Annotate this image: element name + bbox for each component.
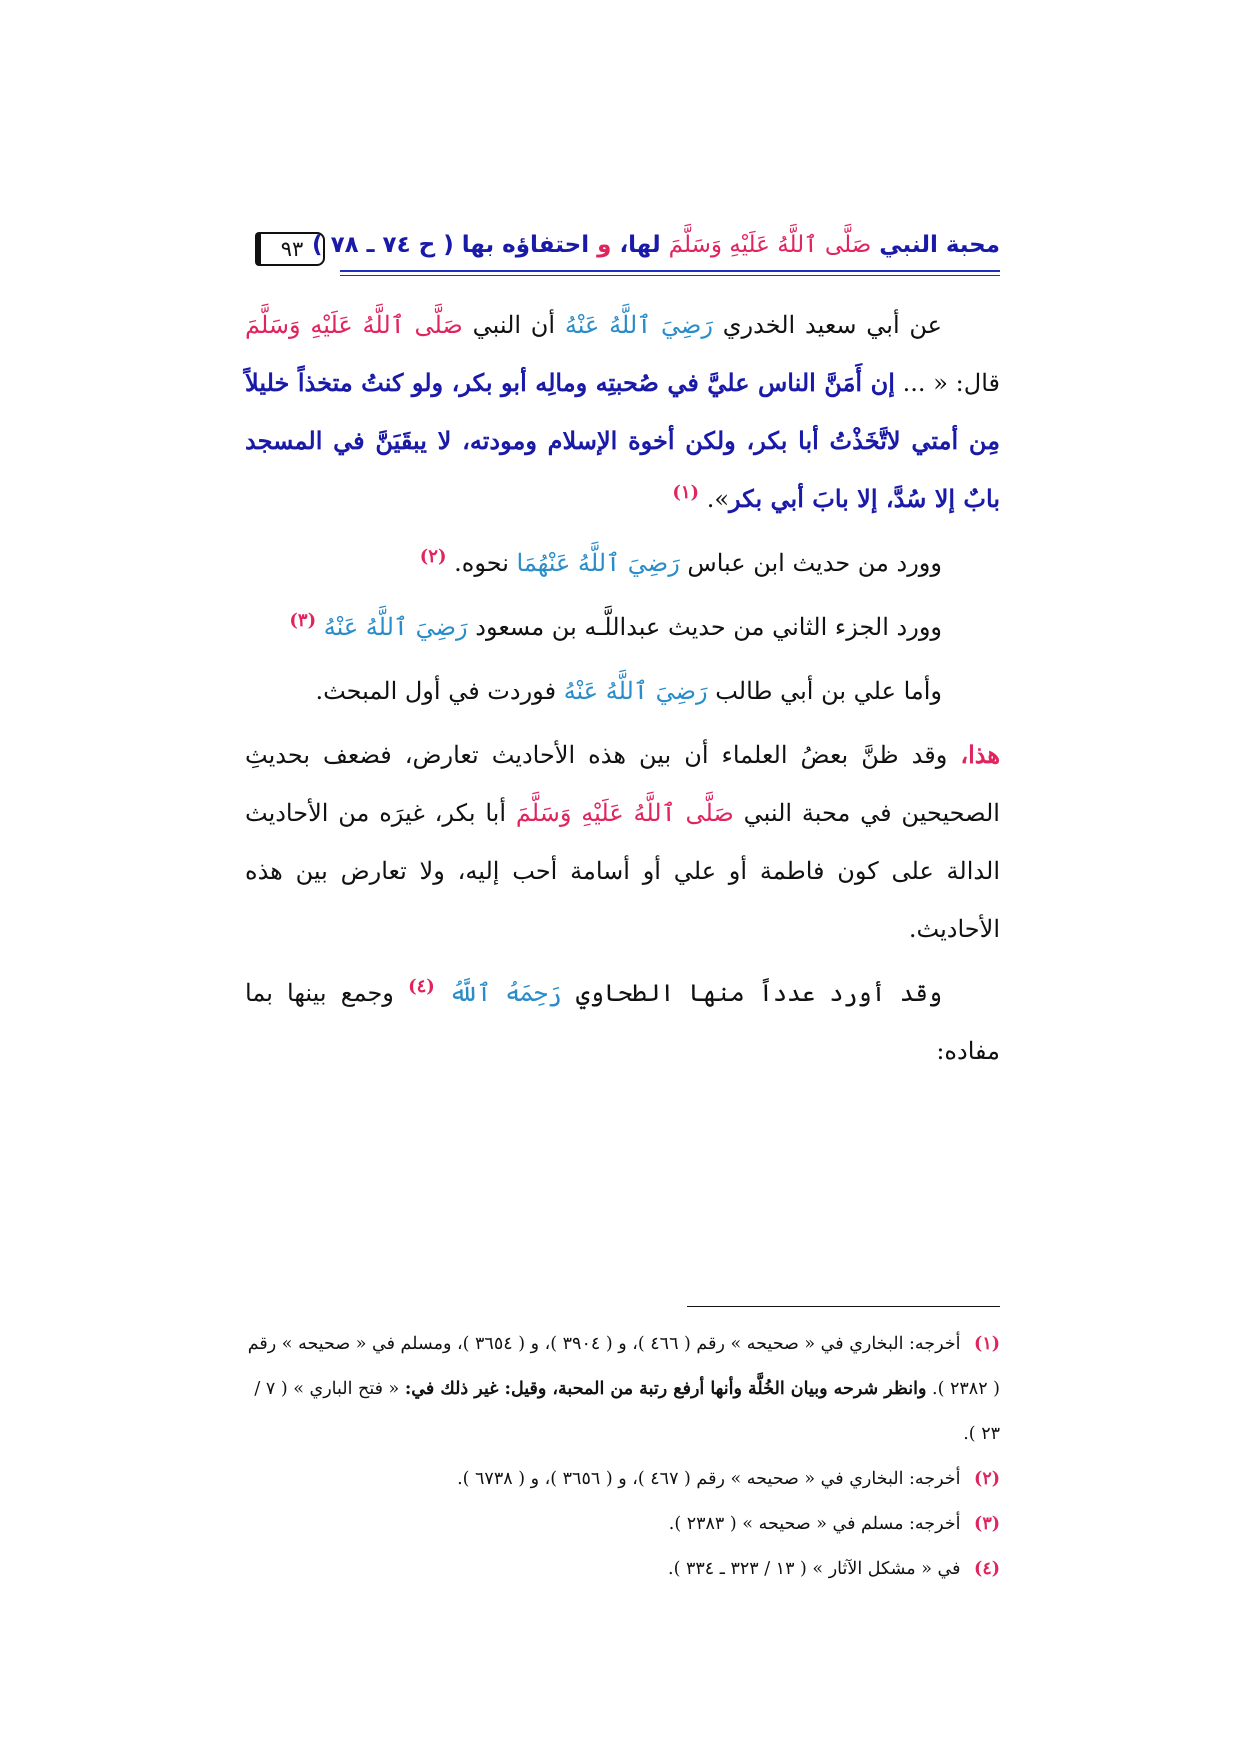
p3-text-a: وورد الجزء الثاني من حديث عبداللَّـه بن مسعود xyxy=(475,613,942,641)
footnote-1-text-c: « فتح الباري » ( ٧ / ٢٣ ). xyxy=(254,1379,1000,1444)
p4-text-b: فوردت في أول المبحث. xyxy=(315,677,557,705)
page-number-box xyxy=(255,232,325,266)
p1-close: ». xyxy=(706,485,729,513)
footnote-1 xyxy=(245,1322,1000,1457)
p1-text-b: أن النبي xyxy=(472,311,556,339)
paragraph-tahawi xyxy=(245,964,1000,1080)
running-title xyxy=(312,232,1000,258)
p5-honorific-prophet: صَلَّى ٱللَّهُ عَلَيْهِ وَسَلَّمَ xyxy=(515,799,734,827)
p1-text-a: عن أبي سعيد الخدري xyxy=(722,311,942,339)
footnote-separator xyxy=(687,1306,1000,1307)
footnote-ref-4[interactable]: (٤) xyxy=(408,976,435,997)
footnote-ref-3[interactable]: (٣) xyxy=(289,610,317,631)
p4-honorific: رَضِيَ ٱللَّهُ عَنْهُ xyxy=(563,677,708,705)
footnote-1-text-a: أخرجه: البخاري في « صحيحه » رقم ( ٤٦٦ )، و ( ٣٩٠٤ )، و ( ٣٦٥٤ )، ومسلم في « صحيحه » رقم ( ٢٣٨٢ ). xyxy=(247,1334,1000,1399)
p1-honorific-companion: رَضِيَ ٱللَّهُ عَنْهُ xyxy=(564,311,713,339)
paragraph-discussion xyxy=(245,726,1000,958)
p2-text-a: وورد من حديث ابن عباس xyxy=(687,549,942,577)
header-rule xyxy=(340,270,1000,276)
footnote-4-number: (٤) xyxy=(974,1559,1000,1579)
p4-text-a: وأما علي بن أبي طالب xyxy=(715,677,942,705)
title-mid: لها، xyxy=(619,232,661,258)
footnote-1-number: (١) xyxy=(974,1334,1000,1354)
paragraph-ibn-masud xyxy=(245,598,1000,656)
p3-honorific: رَضِيَ ٱللَّهُ عَنْهُ xyxy=(323,613,468,641)
footnote-4 xyxy=(245,1547,1000,1592)
p6-text-b: وجمع بينها بما مفاده: xyxy=(245,979,1000,1065)
footnote-2-text: أخرجه: البخاري في « صحيحه » رقم ( ٤٦٧ )، و ( ٣٦٥٦ )، و ( ٦٧٣٨ ). xyxy=(457,1469,961,1489)
p6-text-a: وقد أورد عدداً منها الطحاوي xyxy=(575,979,942,1007)
paragraph-hadith xyxy=(245,296,1000,528)
p1-honorific-prophet: صَلَّى ٱللَّهُ عَلَيْهِ وَسَلَّمَ xyxy=(245,311,463,339)
p2-honorific: رَضِيَ ٱللَّهُ عَنْهُمَا xyxy=(516,549,680,577)
footnote-4-text: في « مشكل الآثار » ( ١٣ / ٣٢٣ ـ ٣٣٤ ). xyxy=(668,1559,961,1579)
footnote-3-text: أخرجه: مسلم في « صحيحه » ( ٢٣٨٣ ). xyxy=(668,1514,961,1534)
main-text xyxy=(245,296,1000,1086)
p5-text-a: وقد ظنَّ بعضُ العلماء أن بين هذه الأحاديث تعارض، فضعف بحديثِ الصحيحين في محبة النبي xyxy=(245,741,1000,827)
p2-text-b: نحوه. xyxy=(454,549,509,577)
footnote-ref-1[interactable]: (١) xyxy=(672,482,700,503)
footnote-3-number: (٣) xyxy=(974,1514,1000,1534)
footnote-3 xyxy=(245,1502,1000,1547)
p5-lead-word: هذا، xyxy=(960,740,1000,769)
hadith-quote: إن أَمَنَّ الناس عليَّ في صُحبتِه ومالِه أبو بكر، ولو كنتُ متخذاً خليلاً مِن أمتي لاتَّخَذْتُ أبا بكر، ولكن أخوة الإسلام ومودته، لا يبقَيَنَّ في المسجد بابٌ إلا سُدَّ، إلا بابَ أبي بكر xyxy=(245,368,1000,513)
page-number: ٩٣ xyxy=(280,237,304,261)
title-conjunction: و xyxy=(597,232,612,258)
page-header xyxy=(255,232,1000,282)
title-honorific: صَلَّى ٱللَّهُ عَلَيْهِ وَسَلَّمَ xyxy=(668,232,872,258)
footnote-2 xyxy=(245,1457,1000,1502)
p1-text-c: قال: « ... xyxy=(902,369,1000,397)
p6-honorific: رَحِمَهُ ٱللَّهُ xyxy=(449,979,562,1007)
title-end: احتفاؤه بها ( ح ٧٤ ـ ٧٨ ) xyxy=(312,232,590,258)
footnote-2-number: (٢) xyxy=(974,1469,1000,1489)
paragraph-ali xyxy=(245,662,1000,720)
paragraph-ibn-abbas xyxy=(245,534,1000,592)
p5-text-b: أبا بكر، غيرَه من الأحاديث الدالة على كون فاطمة أو علي أو أسامة أحب إليه، ولا تعارض بين هذه الأحاديث. xyxy=(245,799,1000,943)
footnote-ref-2[interactable]: (٢) xyxy=(419,546,447,567)
title-start: محبة النبي xyxy=(879,232,1000,258)
footnote-1-text-b: وانظر شرحه وبيان الخُلَّة وأنها أرفع رتبة من المحبة، وقيل: غير ذلك في: xyxy=(404,1379,927,1399)
footnotes xyxy=(245,1322,1000,1592)
